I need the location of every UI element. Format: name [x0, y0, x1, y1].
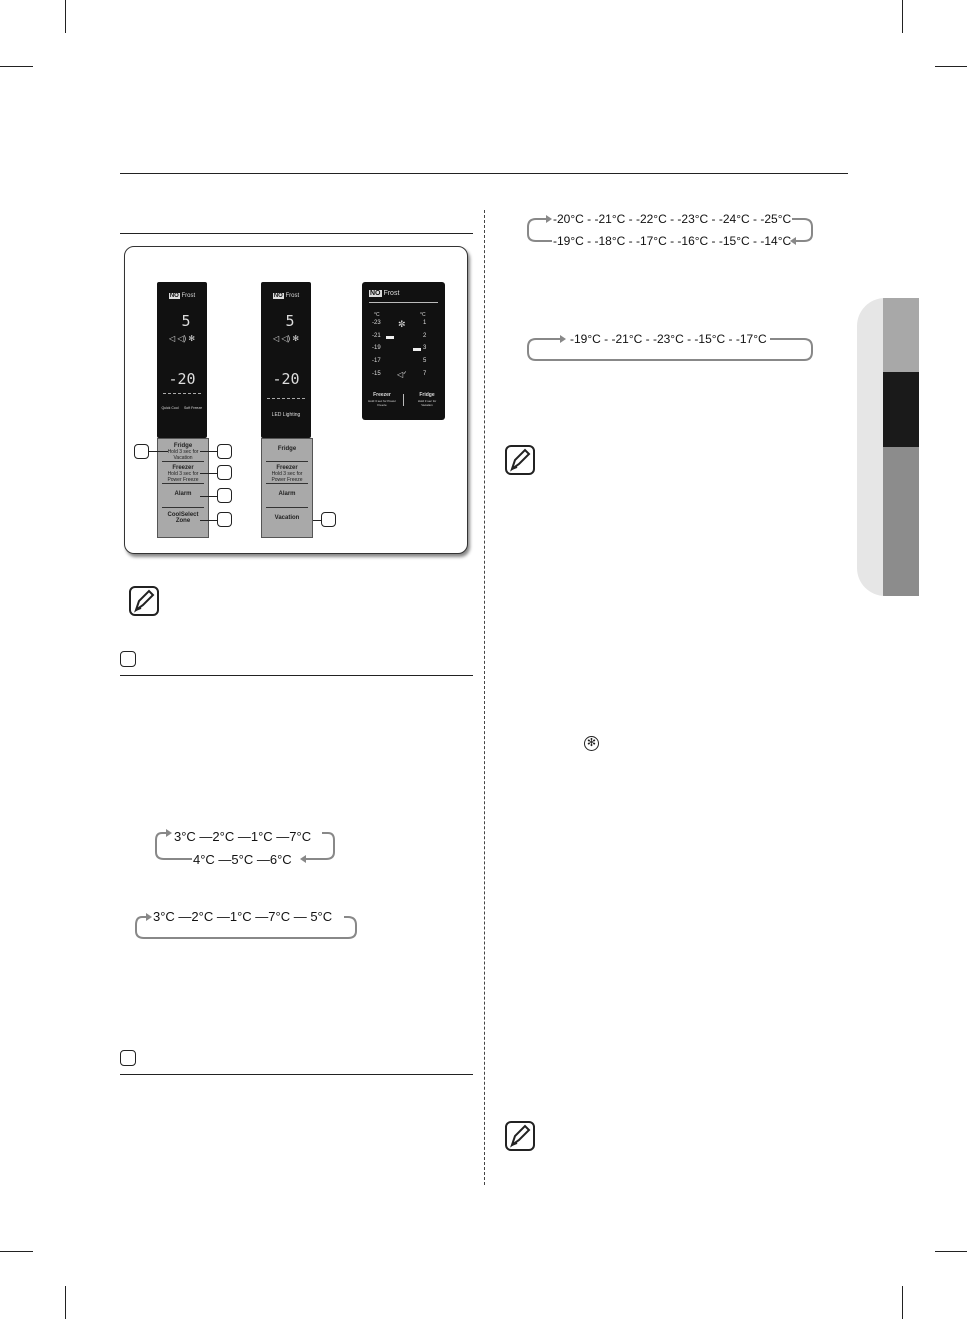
fridge-level: 3 [423, 345, 427, 351]
freezer-button[interactable]: Freezer Hold 3 sec for Power Freeze [271, 465, 303, 483]
callout-box [217, 512, 232, 527]
freezer-button-label[interactable]: Freezer [373, 392, 391, 398]
alarm-button[interactable]: Alarm [278, 491, 296, 497]
header-rule [120, 173, 848, 174]
brand-logo: NO Frost [370, 290, 400, 297]
snowflake-icon: ✼ [398, 319, 406, 329]
note-icon [505, 445, 535, 475]
freezer-button[interactable]: Freezer Hold 3 sec for Power Freeze [167, 465, 199, 483]
panel-divider [403, 394, 404, 406]
note-icon [505, 1121, 535, 1151]
callout-box [321, 512, 336, 527]
fridge-temp-display: 5 [285, 312, 295, 330]
crop-mark [65, 1286, 66, 1319]
control-panel-a-buttons [157, 438, 209, 538]
fan-icon: ◁ ◁) ✻ [272, 334, 300, 343]
freezer-temp-display: -20 [168, 370, 196, 388]
fridge-level-indicator [413, 348, 421, 351]
panel-divider [267, 398, 305, 399]
control-panel-a-display [157, 282, 207, 438]
freezer-level: -19 [372, 345, 381, 351]
fridge-level: 1 [423, 320, 427, 326]
crop-mark [0, 1251, 33, 1252]
chapter-tab-active [883, 372, 919, 447]
note-icon [129, 586, 159, 616]
callout-line [200, 473, 217, 474]
section-number-box [120, 1050, 136, 1066]
fridge-sequence-row: 4°C —5°C —6°C [193, 852, 292, 867]
crop-mark [65, 0, 66, 33]
callout-box [217, 444, 232, 459]
fridge-button[interactable]: Fridge [277, 446, 297, 452]
coolselect-zone-button[interactable]: CoolSelect Zone [167, 512, 199, 524]
fan-icon: ◁ ◁) ✻ [168, 334, 196, 343]
alarm-button[interactable]: Alarm [174, 491, 192, 497]
chapter-tab [857, 298, 919, 596]
control-panel-b-buttons [261, 438, 313, 538]
brand-logo: NO Frost [169, 293, 196, 299]
callout-line [200, 496, 217, 497]
panel-divider [163, 393, 201, 394]
section-rule [120, 233, 473, 234]
fridge-button-sub: Hold 3 sec for Vacation [417, 399, 437, 407]
fridge-level: 7 [423, 371, 427, 377]
vacation-button[interactable]: Vacation [274, 515, 300, 521]
crop-mark [935, 1251, 967, 1252]
freezer-level-indicator [386, 336, 394, 339]
freezer-temp-display: -20 [272, 370, 300, 388]
control-panel-b-display [261, 282, 311, 438]
freezer-sequence-row: -20°C - -21°C - -22°C - -23°C - -24°C - -25°C [553, 212, 792, 226]
freezer-level: -17 [372, 358, 381, 364]
snowflake-icon: ✻ [584, 736, 599, 751]
section-rule [120, 1074, 473, 1075]
led-lighting-label: LED Lighting [271, 412, 301, 418]
power-freeze-icon: ◁ᐟ [397, 370, 407, 379]
crop-mark [0, 66, 33, 67]
chapter-tab-light [883, 298, 919, 372]
fridge-level: 5 [423, 358, 427, 364]
crop-mark [935, 66, 967, 67]
freezer-level: -15 [372, 371, 381, 377]
fridge-level: 2 [423, 333, 427, 339]
quick-cool-label: Quick Cool [161, 406, 179, 410]
brand-logo: NO Frost [273, 293, 300, 299]
callout-line [200, 520, 217, 521]
fridge-button[interactable]: Fridge Hold 3 sec for Vacation [167, 443, 199, 461]
callout-line [200, 451, 217, 452]
callout-box [217, 465, 232, 480]
fridge-button-label[interactable]: Fridge [419, 392, 435, 398]
control-panel-c [362, 282, 445, 420]
callout-box [217, 488, 232, 503]
crop-mark [902, 0, 903, 33]
fridge-sequence-row: 3°C —2°C —1°C —7°C [174, 829, 312, 844]
freezer-level: -21 [372, 333, 381, 339]
crop-mark [902, 1286, 903, 1319]
callout-box [134, 444, 149, 459]
unit-right: °C [420, 312, 426, 318]
freezer-button-sub: Hold 3 sec for Power Freeze [368, 399, 396, 407]
chapter-tab-mid [883, 447, 919, 596]
freezer-sequence-row: -19°C - -21°C - -23°C - -15°C - -17°C [570, 332, 767, 346]
panel-divider [369, 302, 438, 303]
freezer-level: -23 [372, 320, 381, 326]
unit-left: °C [374, 312, 380, 318]
soft-freeze-label: Soft Freeze [183, 406, 203, 410]
section-number-box [120, 651, 136, 667]
fridge-sequence-row: 3°C —2°C —1°C —7°C — 5°C [153, 909, 333, 924]
callout-line [149, 451, 168, 452]
section-rule [120, 675, 473, 676]
freezer-sequence-row: -19°C - -18°C - -17°C - -16°C - -15°C - -14°C [553, 234, 792, 248]
column-divider [484, 210, 485, 1185]
fridge-temp-display: 5 [181, 312, 191, 330]
